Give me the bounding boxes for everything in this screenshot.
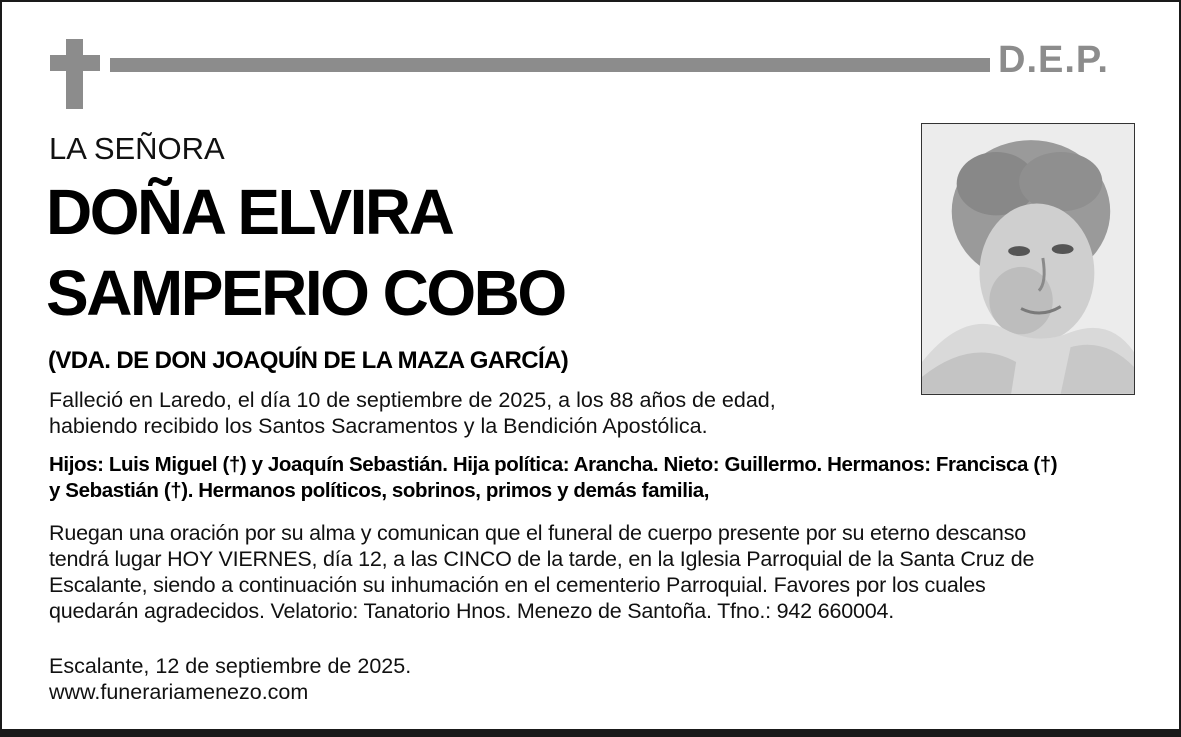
portrait-illustration (922, 124, 1134, 394)
deceased-name-line-2: SAMPERIO COBO (46, 257, 565, 329)
death-notice-line: habiendo recibido los Santos Sacramentos y la Bendición Apostólica. (49, 414, 708, 438)
family-line: y Sebastián (†). Hermanos políticos, sobrinos, primos y demás familia, (49, 479, 710, 502)
funeral-line: Escalante, siendo a continuación su inhumación en el cementerio Parroquial. Favores por los cuales (49, 573, 986, 597)
website-link[interactable]: www.funerariamenezo.com (49, 680, 309, 704)
family-paragraph (49, 452, 1057, 504)
header-rule (110, 58, 990, 72)
funeral-line: quedarán agradecidos. Velatorio: Tanatorio Hnos. Menezo de Santoña. Tfno.: 942 660004. (49, 599, 895, 623)
intro-title: LA SEÑORA (49, 131, 225, 166)
widow-of-line: (VDA. DE DON JOAQUÍN DE LA MAZA GARCÍA) (48, 347, 569, 374)
death-notice-line: Falleció en Laredo, el día 10 de septiembre de 2025, a los 88 años de edad, (49, 388, 776, 412)
portrait-photo (921, 123, 1135, 395)
family-line: Hijos: Luis Miguel (†) y Joaquín Sebastián. Hija política: Arancha. Nieto: Guillermo. Hermanos: Francisca (†) (49, 453, 1058, 476)
cross-horizontal-bar (50, 55, 100, 71)
footer (49, 653, 411, 705)
funeral-line: Ruegan una oración por su alma y comunican que el funeral de cuerpo presente por su eterno descanso (49, 521, 1027, 545)
deceased-name-line-1: DOÑA ELVIRA (46, 176, 453, 248)
funeral-paragraph (49, 520, 1034, 624)
place-date: Escalante, 12 de septiembre de 2025. (49, 654, 412, 678)
death-notice-paragraph (49, 387, 776, 439)
funeral-line: tendrá lugar HOY VIERNES, día 12, a las CINCO de la tarde, en la Iglesia Parroquial de la Santa Cruz de (49, 547, 1035, 571)
cross-vertical-bar (66, 39, 83, 109)
dep-label: D.E.P. (998, 39, 1109, 81)
